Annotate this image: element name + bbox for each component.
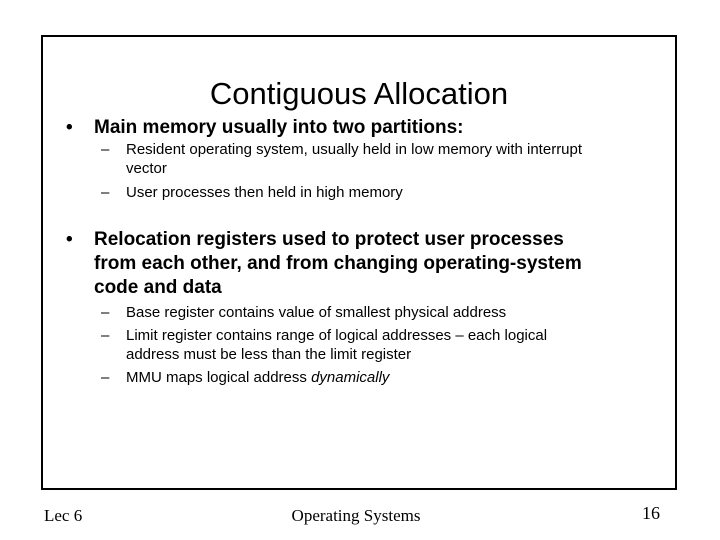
sub-bullet-text: Base register contains value of smallest physical address [126, 304, 507, 321]
bullet-mark: • [66, 117, 73, 138]
sub-bullet-text-emphasis: dynamically [311, 369, 390, 386]
footer-lecture-label: Lec 6 [44, 506, 83, 525]
bullet-item [66, 116, 626, 140]
sub-bullet-item [101, 326, 571, 364]
sub-bullet-text: User processes then held in high memory [126, 184, 403, 201]
footer-page-number: 16 [642, 503, 660, 523]
sub-bullet-item [101, 140, 601, 178]
sub-bullet-item [101, 368, 581, 387]
sub-bullet-mark: – [101, 369, 110, 386]
sub-bullet-mark: – [101, 141, 110, 158]
bullet-text: Relocation registers used to protect user processes from each other, and from changing operating-system code and data [94, 229, 582, 298]
sub-bullet-text: Resident operating system, usually held in low memory with interrupt vector [126, 141, 583, 177]
bullet-mark: • [66, 229, 73, 250]
sub-bullet-text: Limit register contains range of logical addresses – each logical address must be less than the limit register [126, 327, 548, 363]
footer-course-title: Operating Systems [291, 506, 421, 525]
sub-bullet-item [101, 303, 581, 322]
sub-bullet-mark: – [101, 327, 110, 344]
bullet-item [66, 228, 606, 300]
sub-bullet-item [101, 183, 601, 202]
sub-bullet-mark: – [101, 304, 110, 321]
sub-bullet-text-plain: MMU maps logical address [126, 369, 312, 386]
slide-title: Contiguous Allocation [209, 76, 509, 111]
bullet-text: Main memory usually into two partitions: [94, 117, 464, 138]
sub-bullet-mark: – [101, 184, 110, 201]
sub-bullet-text [126, 368, 581, 387]
